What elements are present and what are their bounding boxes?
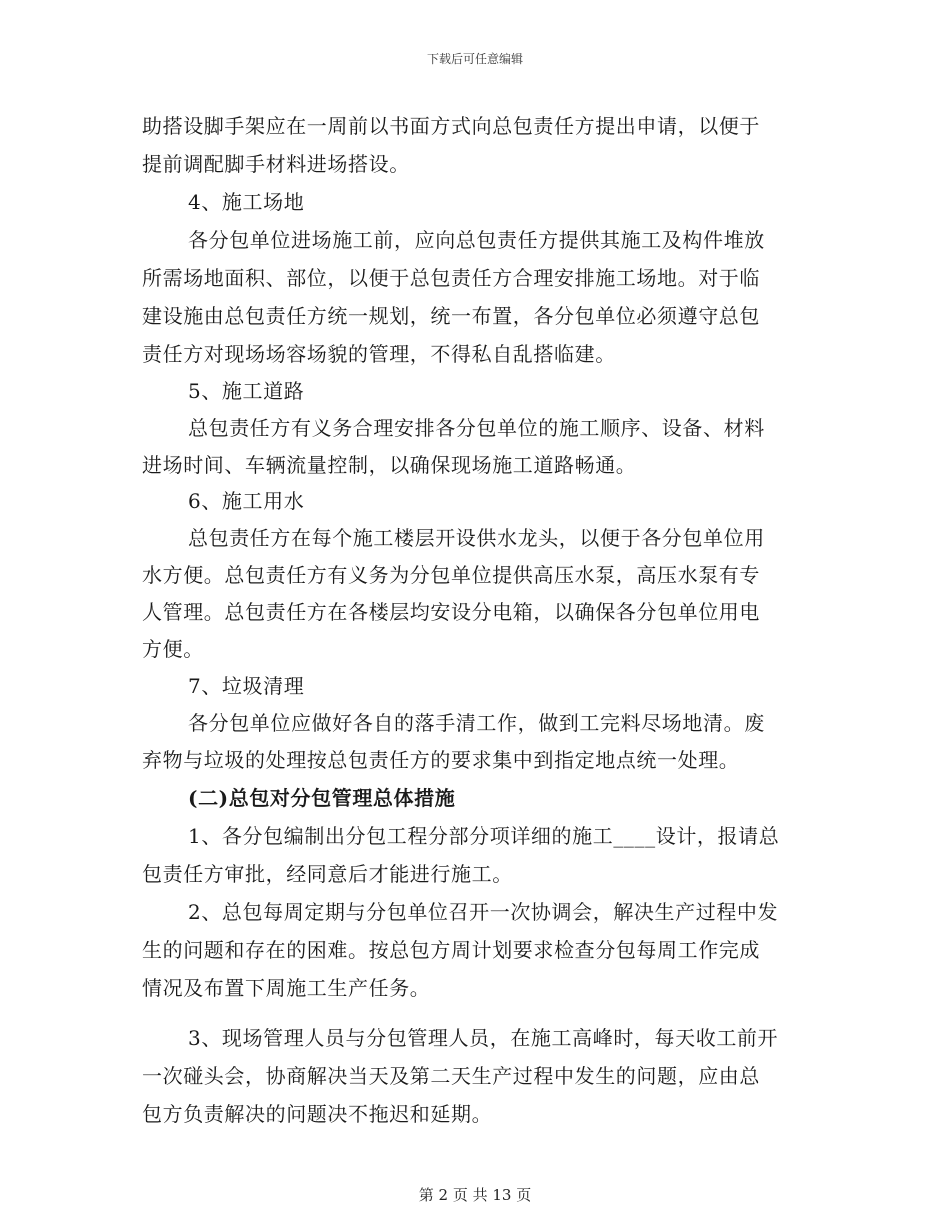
section-heading-6: 6、施工用水 (188, 489, 305, 513)
text-line: 提前调配脚手材料进场搭设。 (142, 152, 410, 176)
page-number: 第 2 页 共 13 页 (418, 1186, 532, 1204)
text-line: 方便。 (142, 637, 204, 661)
section-heading-4: 4、施工场地 (188, 190, 305, 214)
text-line: 弃物与垃圾的处理按总包责任方的要求集中到指定地点统一处理。 (142, 748, 740, 772)
text-line: 各分包单位应做好各自的落手清工作，做到工完料尽场地清。废 (188, 711, 765, 735)
text-line: 水方便。总包责任方有义务为分包单位提供高压水泵，高压水泵有专 (142, 563, 760, 587)
text-line: 情况及布置下周施工生产任务。 (142, 976, 431, 1000)
text-line: 所需场地面积、部位，以便于总包责任方合理安排施工场地。对于临 (142, 266, 760, 290)
text-line: 一次碰头会，协商解决当天及第二天生产过程中发生的问题，应由总 (142, 1064, 760, 1088)
text-line: 3、现场管理人员与分包管理人员，在施工高峰时，每天收工前开 (188, 1026, 779, 1050)
text-line: 总包责任方在每个施工楼层开设供水龙头，以便于各分包单位用 (188, 526, 765, 550)
text-line: 生的问题和存在的困难。按总包方周计划要求检查分包每周工作完成 (142, 938, 760, 962)
section-heading-5: 5、施工道路 (188, 379, 305, 403)
section-heading-part-2: (二)总包对分包管理总体措施 (188, 786, 456, 810)
text-line: 进场时间、车辆流量控制，以确保现场施工道路畅通。 (142, 453, 637, 477)
text-line: 建设施由总包责任方统一规划，统一布置，各分包单位必须遵守总包 (142, 304, 760, 328)
text-line: 包方负责解决的问题决不拖迟和延期。 (142, 1102, 493, 1126)
text-line: 总包责任方有义务合理安排各分包单位的施工顺序、设备、材料 (188, 416, 765, 440)
text-line: 助搭设脚手架应在一周前以书面方式向总包责任方提出申请，以便于 (142, 114, 760, 138)
text-line: 责任方对现场场容场貌的管理，不得私自乱搭临建。 (142, 342, 616, 366)
text-line: 1、各分包编制出分包工程分部分项详细的施工____设计，报请总 (188, 824, 780, 848)
page-header: 下载后可任意编辑 (426, 52, 523, 66)
text-line: 2、总包每周定期与分包单位召开一次协调会，解决生产过程中发 (188, 900, 779, 924)
text-line: 各分包单位进场施工前，应向总包责任方提供其施工及构件堆放 (188, 228, 765, 252)
section-heading-7: 7、垃圾清理 (188, 674, 305, 698)
text-line: 人管理。总包责任方在各楼层均安设分电箱，以确保各分包单位用电 (142, 600, 760, 624)
text-line: 包责任方审批，经同意后才能进行施工。 (142, 862, 513, 886)
